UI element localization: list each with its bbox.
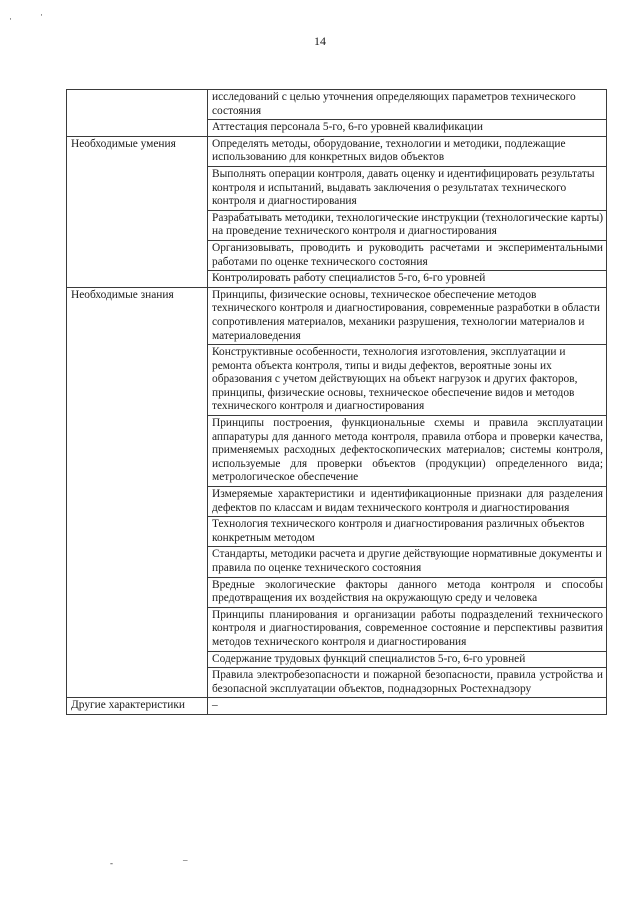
table-cell: – [208, 698, 607, 715]
table-cell: Разрабатывать методики, технологические инструкции (технологические карты) на проведение технического контроля и диагностирования [208, 210, 607, 240]
table-cell: Принципы планирования и организации работы подразделений технического контроля и диагностирования, современное состояние и перспективы развития методов технического контроля и диагностирования [208, 607, 607, 651]
table-cell: Технология технического контроля и диагностирования различных объектов конкретным методом [208, 517, 607, 547]
table-cell: Содержание трудовых функций специалистов 5-го, 6-го уровней [208, 651, 607, 668]
scan-dot: _ [183, 852, 188, 862]
table-row [67, 287, 607, 344]
table-cell: Определять методы, оборудование, технологии и методики, подлежащие использованию для конкретных видов объектов [208, 136, 607, 166]
table-row [67, 90, 607, 120]
table-cell: Контролировать работу специалистов 5-го, 6-го уровней [208, 271, 607, 288]
table-row [67, 698, 607, 715]
table-cell: Организовывать, проводить и руководить расчетами и экспериментальными работами по оценке технического состояния [208, 240, 607, 270]
table-cell: Стандарты, методики расчета и другие действующие нормативные документы и правила по оценке технического состояния [208, 547, 607, 577]
qualification-table [66, 89, 607, 715]
table-cell: Аттестация персонала 5-го, 6-го уровней квалификации [208, 120, 607, 137]
table-cell: Принципы построения, функциональные схемы и правила эксплуатации аппаратуры для данного метода контроля, правила отбора и проверки качества, применяемых расходных дефектоскопических материалов; системы контроля, используемые для проверки объектов (продукции) определенного вида; метрологическое обеспечение [208, 416, 607, 487]
page-number: 14 [314, 34, 326, 48]
table-cell: исследований с целью уточнения определяющих параметров технического состояния [208, 90, 607, 120]
row-label-skills: Необходимые умения [67, 136, 208, 287]
scan-dot: · [9, 14, 12, 24]
scan-dot: - [110, 858, 113, 868]
table-row [67, 136, 607, 166]
row-label [67, 90, 208, 137]
table-cell: Измеряемые характеристики и идентификационные признаки для разделения дефектов по классам и видам технического контроля и диагностирования [208, 487, 607, 517]
table-cell: Правила электробезопасности и пожарной безопасности, правила устройства и безопасной эксплуатации объектов, поднадзорных Ростехнадзору [208, 668, 607, 698]
table-cell: Конструктивные особенности, технология изготовления, эксплуатации и ремонта объекта контроля, типы и виды дефектов, вероятные зоны их образования с учетом действующих на объект нагрузок и других факторов, принципы, физические основы, техническое обеспечение видов и методов технического контроля и диагностирования [208, 345, 607, 416]
table-cell: Вредные экологические факторы данного метода контроля и способы предотвращения их воздействия на окружающую среду и человека [208, 577, 607, 607]
scan-dot: · [40, 10, 43, 20]
row-label-other: Другие характеристики [67, 698, 208, 715]
table-cell: Принципы, физические основы, техническое обеспечение методов технического контроля и диагностирования, современные разработки в области сопротивления материалов, механики разрушения, технологии материалов и материаловедения [208, 287, 607, 344]
table-cell: Выполнять операции контроля, давать оценку и идентифицировать результаты контроля и испытаний, выдавать заключения о результатах технического контроля и диагностирования [208, 166, 607, 210]
row-label-knowledge: Необходимые знания [67, 287, 208, 698]
